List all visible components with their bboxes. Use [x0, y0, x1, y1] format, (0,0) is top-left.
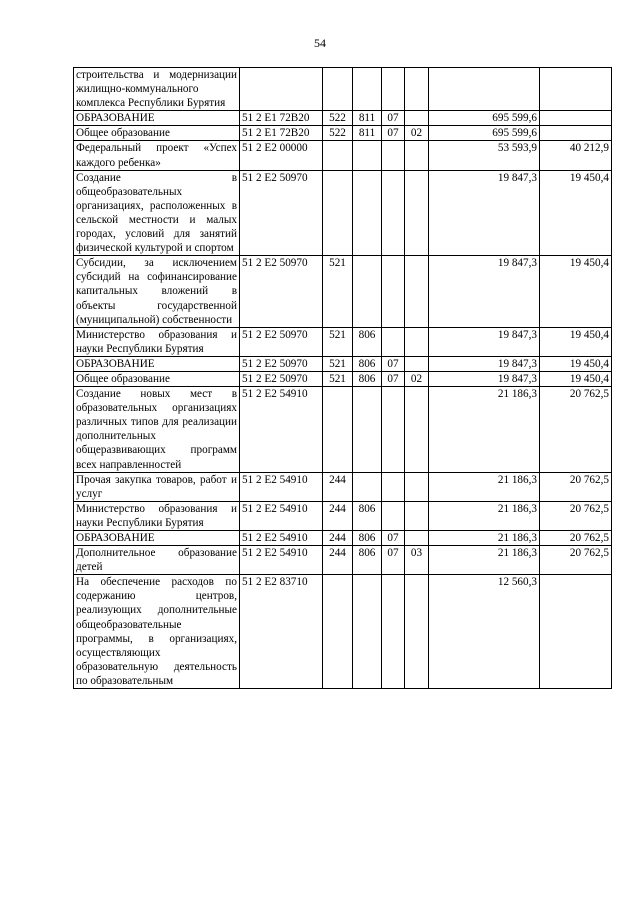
row-sum2-cell: 20 762,5 — [540, 472, 612, 501]
row-rz-cell: 07 — [382, 531, 405, 546]
row-sum1-cell: 21 186,3 — [429, 387, 540, 473]
row-grbs-cell: 806 — [353, 531, 382, 546]
row-grbs-cell — [353, 256, 382, 327]
row-pr-cell — [405, 141, 429, 170]
row-vr-cell: 244 — [323, 501, 353, 530]
table-row — [74, 256, 612, 327]
row-rz-cell — [382, 575, 405, 689]
row-rz-cell: 07 — [382, 111, 405, 126]
row-vr-cell: 244 — [323, 546, 353, 575]
row-code-cell: 51 2 E2 54910 — [240, 546, 323, 575]
row-name-cell: ОБРАЗОВАНИЕ — [74, 356, 240, 371]
row-grbs-cell — [353, 387, 382, 473]
row-grbs-cell — [353, 68, 382, 111]
row-sum1-cell: 19 847,3 — [429, 371, 540, 386]
row-code-cell: 51 2 E1 72B20 — [240, 111, 323, 126]
row-sum1-cell: 21 186,3 — [429, 531, 540, 546]
table-row — [74, 472, 612, 501]
row-sum1-cell: 19 847,3 — [429, 327, 540, 356]
row-grbs-cell: 806 — [353, 356, 382, 371]
row-vr-cell: 244 — [323, 472, 353, 501]
row-vr-cell: 521 — [323, 356, 353, 371]
row-sum1-cell: 19 847,3 — [429, 256, 540, 327]
row-name-cell: На обеспечение расходов по содержанию центров, реализующих дополнительные общеобразовательные программы, в организациях, осуществляющих образовательную деятельность по образовательным — [74, 575, 240, 689]
row-rz-cell: 07 — [382, 371, 405, 386]
row-name-cell: Создание новых мест в образовательных организациях различных типов для реализации дополнительных общеразвивающих программ всех направленностей — [74, 387, 240, 473]
table-row — [74, 371, 612, 386]
row-rz-cell — [382, 256, 405, 327]
row-sum2-cell: 19 450,4 — [540, 170, 612, 256]
row-sum2-cell — [540, 126, 612, 141]
page-number: 54 — [314, 36, 326, 50]
row-code-cell — [240, 68, 323, 111]
row-grbs-cell: 806 — [353, 371, 382, 386]
table-row — [74, 111, 612, 126]
row-sum1-cell: 21 186,3 — [429, 546, 540, 575]
table-row — [74, 575, 612, 689]
row-name-cell: Министерство образования и науки Республики Бурятия — [74, 501, 240, 530]
row-pr-cell — [405, 170, 429, 256]
row-name-cell: Федеральный проект «Успех каждого ребенка» — [74, 141, 240, 170]
row-pr-cell — [405, 575, 429, 689]
row-vr-cell — [323, 68, 353, 111]
row-code-cell: 51 2 E2 50970 — [240, 327, 323, 356]
row-sum2-cell: 19 450,4 — [540, 356, 612, 371]
row-grbs-cell — [353, 141, 382, 170]
row-sum2-cell: 20 762,5 — [540, 546, 612, 575]
row-pr-cell — [405, 501, 429, 530]
row-vr-cell — [323, 387, 353, 473]
row-pr-cell — [405, 387, 429, 473]
row-name-cell: Министерство образования и науки Республики Бурятия — [74, 327, 240, 356]
row-sum1-cell: 19 847,3 — [429, 170, 540, 256]
row-grbs-cell — [353, 170, 382, 256]
row-pr-cell — [405, 111, 429, 126]
row-name-cell: Субсидии, за исключением субсидий на софинансирование капитальных вложений в объекты государственной (муниципальной) собственности — [74, 256, 240, 327]
row-vr-cell — [323, 170, 353, 256]
table-row — [74, 126, 612, 141]
row-name-cell: Общее образование — [74, 126, 240, 141]
row-name-cell: Создание в общеобразовательных организациях, расположенных в сельской местности и малых городах, условий для занятий физической культурой и спортом — [74, 170, 240, 256]
row-rz-cell — [382, 501, 405, 530]
row-sum1-cell: 695 599,6 — [429, 126, 540, 141]
row-rz-cell — [382, 387, 405, 473]
row-sum2-cell — [540, 68, 612, 111]
row-name-cell: Дополнительное образование детей — [74, 546, 240, 575]
row-vr-cell: 521 — [323, 371, 353, 386]
row-pr-cell: 03 — [405, 546, 429, 575]
row-sum2-cell: 20 762,5 — [540, 387, 612, 473]
row-grbs-cell — [353, 575, 382, 689]
row-sum1-cell — [429, 68, 540, 111]
row-code-cell: 51 2 E2 54910 — [240, 501, 323, 530]
table-row — [74, 387, 612, 473]
table-row — [74, 141, 612, 170]
row-pr-cell — [405, 531, 429, 546]
row-pr-cell: 02 — [405, 371, 429, 386]
row-sum1-cell: 19 847,3 — [429, 356, 540, 371]
row-pr-cell: 02 — [405, 126, 429, 141]
table-body — [74, 68, 612, 689]
table-row — [74, 68, 612, 111]
row-rz-cell — [382, 68, 405, 111]
row-rz-cell: 07 — [382, 126, 405, 141]
row-sum2-cell: 40 212,9 — [540, 141, 612, 170]
table-row — [74, 327, 612, 356]
row-name-cell: ОБРАЗОВАНИЕ — [74, 111, 240, 126]
row-sum2-cell: 19 450,4 — [540, 256, 612, 327]
row-grbs-cell: 806 — [353, 546, 382, 575]
row-sum1-cell: 12 560,3 — [429, 575, 540, 689]
table-row — [74, 531, 612, 546]
row-sum2-cell: 19 450,4 — [540, 327, 612, 356]
row-vr-cell: 522 — [323, 126, 353, 141]
row-rz-cell — [382, 327, 405, 356]
budget-table — [73, 67, 612, 689]
row-code-cell: 51 2 E2 54910 — [240, 472, 323, 501]
row-code-cell: 51 2 E2 00000 — [240, 141, 323, 170]
row-name-cell: строительства и модернизации жилищно-коммунального комплекса Республики Бурятия — [74, 68, 240, 111]
row-grbs-cell: 811 — [353, 126, 382, 141]
row-sum1-cell: 21 186,3 — [429, 472, 540, 501]
row-name-cell: ОБРАЗОВАНИЕ — [74, 531, 240, 546]
row-vr-cell: 521 — [323, 327, 353, 356]
row-rz-cell — [382, 170, 405, 256]
row-sum2-cell: 20 762,5 — [540, 531, 612, 546]
row-pr-cell — [405, 256, 429, 327]
row-name-cell: Прочая закупка товаров, работ и услуг — [74, 472, 240, 501]
row-rz-cell: 07 — [382, 356, 405, 371]
row-sum1-cell: 21 186,3 — [429, 501, 540, 530]
row-code-cell: 51 2 E2 50970 — [240, 371, 323, 386]
row-pr-cell — [405, 68, 429, 111]
row-sum1-cell: 53 593,9 — [429, 141, 540, 170]
row-vr-cell: 522 — [323, 111, 353, 126]
row-vr-cell — [323, 575, 353, 689]
row-sum2-cell: 19 450,4 — [540, 371, 612, 386]
table-row — [74, 546, 612, 575]
row-sum2-cell: 20 762,5 — [540, 501, 612, 530]
row-grbs-cell — [353, 472, 382, 501]
row-grbs-cell: 806 — [353, 327, 382, 356]
row-rz-cell — [382, 141, 405, 170]
row-code-cell: 51 2 E2 50970 — [240, 256, 323, 327]
row-vr-cell — [323, 141, 353, 170]
row-rz-cell — [382, 472, 405, 501]
row-rz-cell: 07 — [382, 546, 405, 575]
row-code-cell: 51 2 E2 54910 — [240, 387, 323, 473]
row-grbs-cell: 806 — [353, 501, 382, 530]
table-row — [74, 501, 612, 530]
row-sum2-cell — [540, 111, 612, 126]
table-row — [74, 170, 612, 256]
row-pr-cell — [405, 356, 429, 371]
row-pr-cell — [405, 472, 429, 501]
row-sum2-cell — [540, 575, 612, 689]
row-code-cell: 51 2 E2 50970 — [240, 356, 323, 371]
row-sum1-cell: 695 599,6 — [429, 111, 540, 126]
row-name-cell: Общее образование — [74, 371, 240, 386]
table-row — [74, 356, 612, 371]
row-pr-cell — [405, 327, 429, 356]
row-grbs-cell: 811 — [353, 111, 382, 126]
row-code-cell: 51 2 E2 50970 — [240, 170, 323, 256]
row-code-cell: 51 2 E2 83710 — [240, 575, 323, 689]
row-vr-cell: 521 — [323, 256, 353, 327]
row-vr-cell: 244 — [323, 531, 353, 546]
row-code-cell: 51 2 E2 54910 — [240, 531, 323, 546]
row-code-cell: 51 2 E1 72B20 — [240, 126, 323, 141]
